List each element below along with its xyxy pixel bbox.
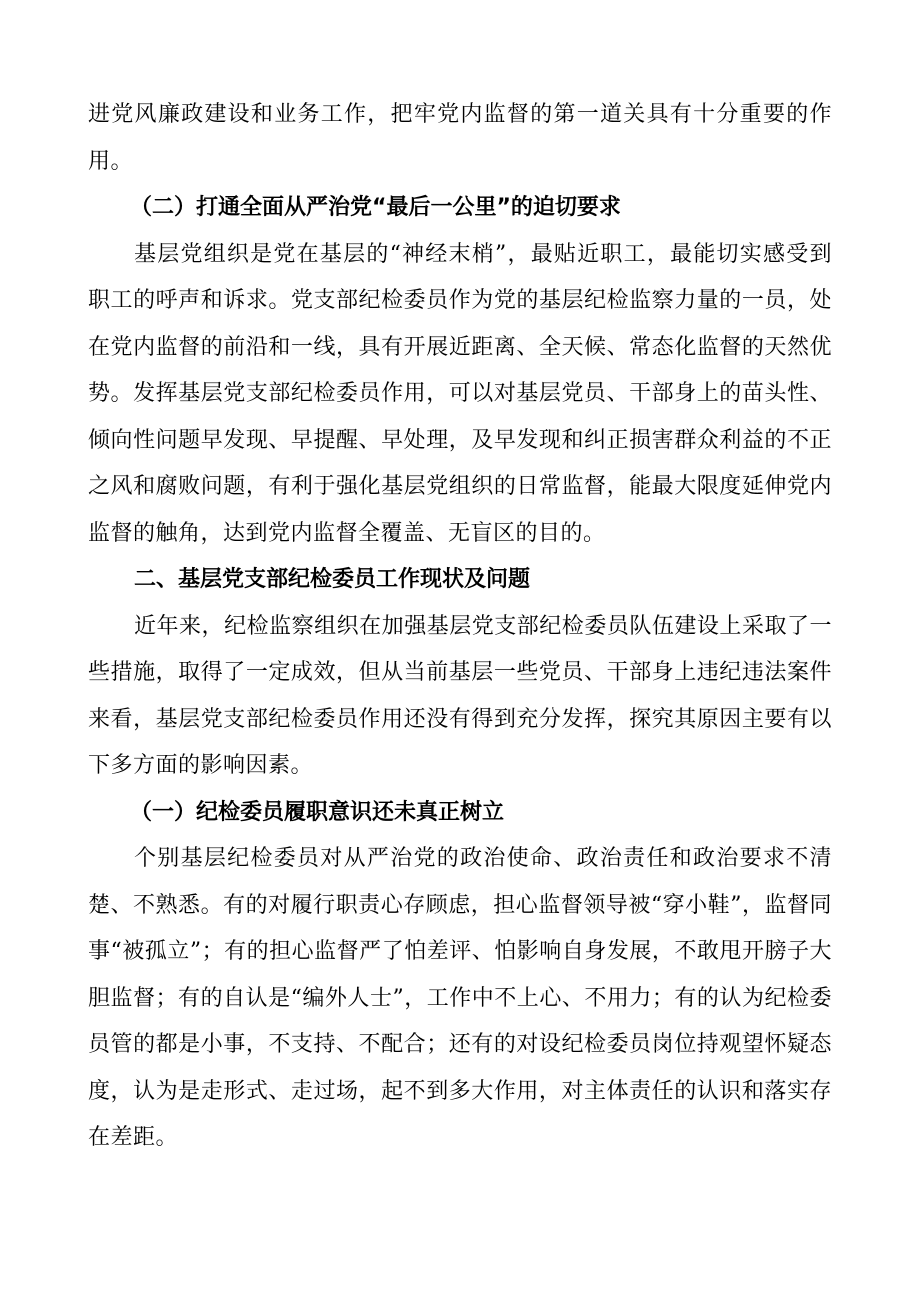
section-subheading-2: （二）打通全面从严治党“最后一公里”的迫切要求 <box>130 195 621 220</box>
paragraph-continuation: 进党风廉政建设和业务工作，把牢党内监督的第一道关具有十分重要的作用。 <box>88 102 832 174</box>
section-subheading-1: （一）纪检委员履职意识还未真正树立 <box>130 799 505 825</box>
paragraph-recent-years: 近年来，纪检监察组织在加强基层党支部纪检委员队伍建设上采取了一些措施，取得了一定成效，但从当前基层一些党员、干部身上违纪违法案件来看，基层党支部纪检委员作用还没有得到充分发挥，探究其原因主要有以下多方面的影响因素。 <box>88 613 832 778</box>
section-heading-2: 二、基层党支部纪检委员工作现状及问题 <box>134 567 531 592</box>
paragraph-individual-members: 个别基层纪检委员对从严治党的政治使命、政治责任和政治要求不清楚、不熟悉。有的对履行职责心存顾虑，担心监督领导被“穿小鞋”，监督同事“被孤立”；有的担心监督严了怕差评、怕影响自身发展，不敢甩开膀子大胆监督；有的自认是“编外人士”，工作中不上心、不用力；有的认为纪检委员管的都是小事，不支持、不配合；还有的对设纪检委员岗位持观望怀疑态度，认为是走形式、走过场，起不到多大作用，对主体责任的认识和落实存在差距。 <box>88 846 832 1150</box>
paragraph-grassroots: 基层党组织是党在基层的“神经末梢”，最贴近职工，最能切实感受到职工的呼声和诉求。党支部纪检委员作为党的基层纪检监察力量的一员，处在党内监督的前沿和一线，具有开展近距离、全天候、常态化监督的天然优势。发挥基层党支部纪检委员作用，可以对基层党员、干部身上的苗头性、倾向性问题早发现、早提醒、早处理，及早发现和纠正损害群众利益的不正之风和腐败问题，有利于强化基层党组织的日常监督，能最大限度延伸党内监督的触角，达到党内监督全覆盖、无盲区的目的。 <box>88 241 832 546</box>
document-page <box>88 92 832 1162</box>
